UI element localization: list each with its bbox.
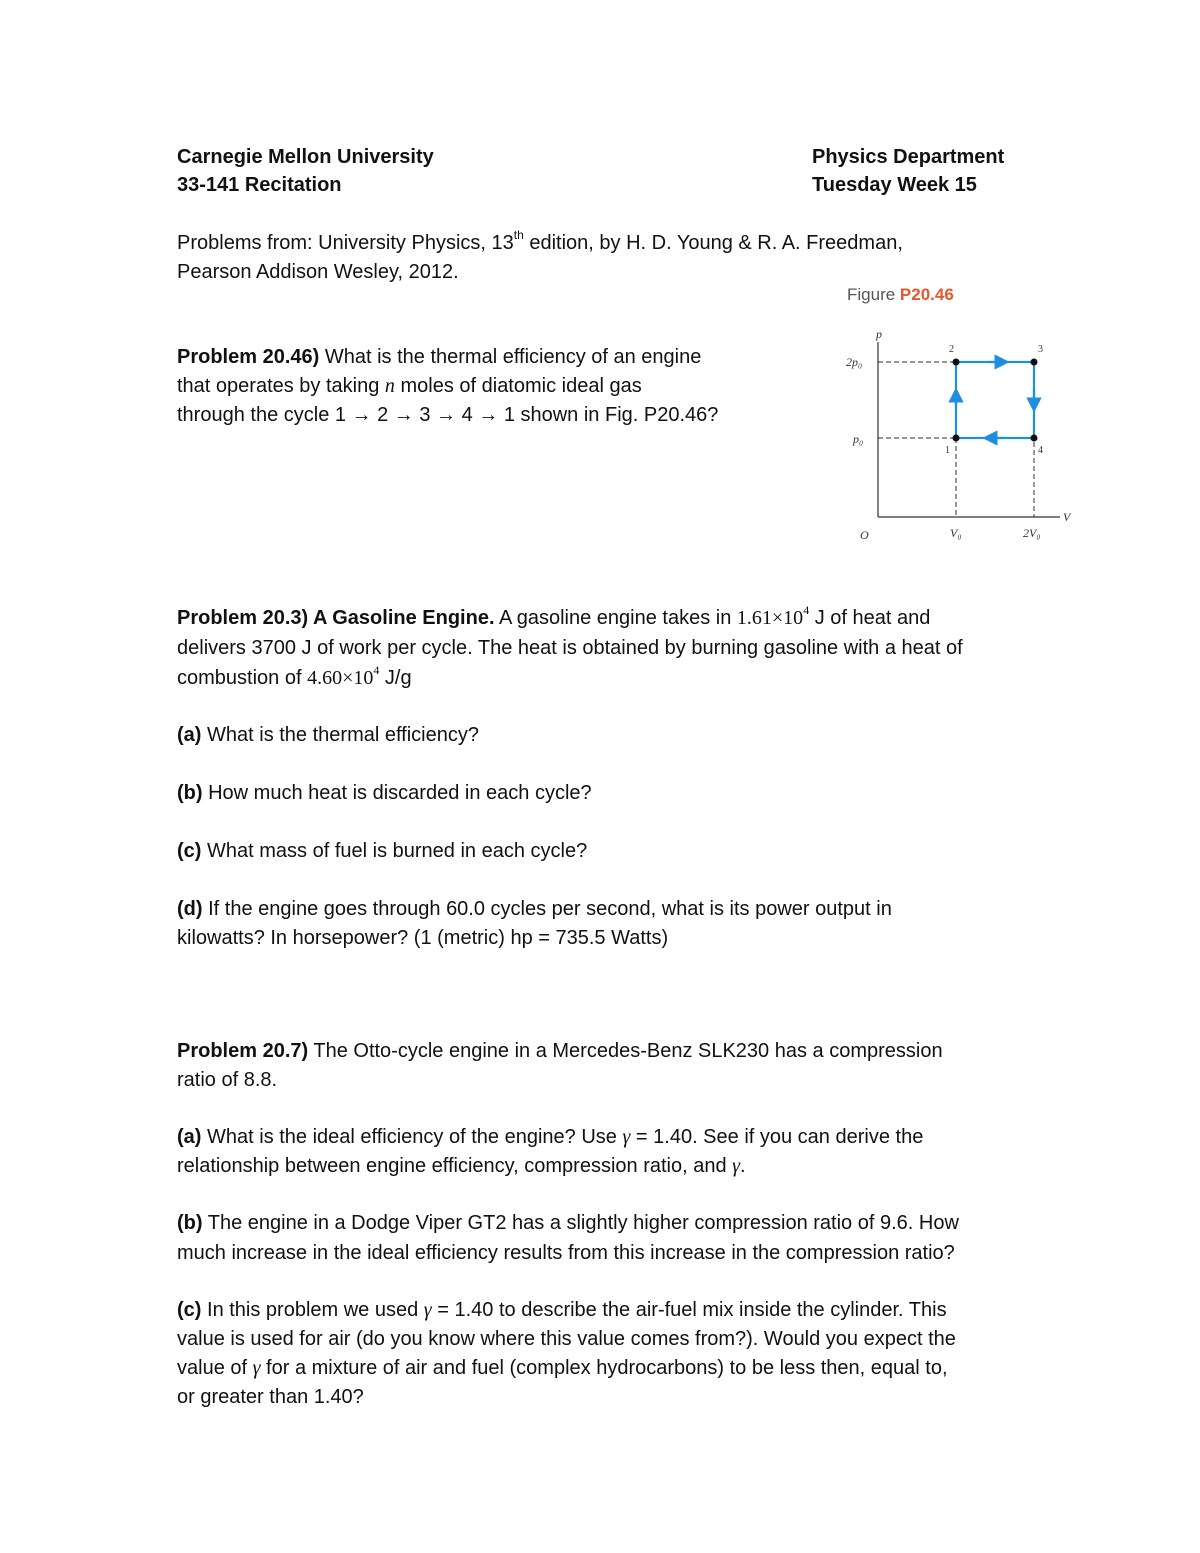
problem-20-3-line-2: delivers 3700 J of work per cycle. The heat is obtained by burning gasoline with a heat of (177, 637, 963, 659)
university-name: Carnegie Mellon University (177, 146, 434, 168)
point-2-label: 2 (949, 344, 954, 355)
point-4-label: 4 (1038, 445, 1043, 456)
department-name: Physics Department (812, 146, 1005, 168)
problem-20-3-part-b: (b) How much heat is discarded in each cycle? (177, 782, 592, 804)
point-3-label: 3 (1038, 344, 1043, 355)
problem-20-7-part-c-line-2: value is used for air (do you know where this value comes from?). Would you expect the (177, 1328, 956, 1350)
problem-20-7-part-a-line-2: relationship between engine efficiency, compression ratio, and γ. (177, 1155, 746, 1177)
origin-label: O (860, 528, 869, 542)
problem-20-7-part-b-line-1: (b) The engine in a Dodge Viper GT2 has a slightly higher compression ratio of 9.6. How (177, 1212, 959, 1234)
point-1 (953, 435, 960, 442)
p-axis-label: p (876, 327, 882, 341)
problem-20-7-part-c-line-1: (c) In this problem we used γ = 1.40 to describe the air-fuel mix inside the cylinder. This (177, 1299, 947, 1321)
problem-20-7-line-1: Problem 20.7) The Otto-cycle engine in a Mercedes-Benz SLK230 has a compression (177, 1040, 943, 1062)
label-v0: V₀ (950, 526, 962, 540)
source-line-2: Pearson Addison Wesley, 2012. (177, 261, 459, 283)
problem-20-7-part-a-line-1: (a) What is the ideal efficiency of the engine? Use γ = 1.40. See if you can derive the (177, 1126, 924, 1148)
point-2 (953, 359, 960, 366)
week-label: Tuesday Week 15 (812, 174, 977, 196)
figure-caption: Figure P20.46 (847, 285, 954, 304)
problem-20-3-part-d-line-1: (d) If the engine goes through 60.0 cycles per second, what is its power output in (177, 898, 892, 920)
label-p0: p₀ (853, 432, 864, 446)
problem-20-3-line-1: Problem 20.3) A Gasoline Engine. A gasoline engine takes in $1.61\times 10^4$ J of heat and (177, 603, 931, 629)
problem-20-7-part-c-line-3: value of γ for a mixture of air and fuel (complex hydrocarbons) to be less then, equal to, (177, 1357, 948, 1379)
problem-20-7-line-2: ratio of 8.8. (177, 1069, 278, 1091)
label-2p0: 2p₀ (846, 355, 863, 369)
problem-20-3-part-c: (c) What mass of fuel is burned in each cycle? (177, 840, 588, 862)
problem-20-3-line-3: combustion of $4.60\times 10^4$ J/g (177, 663, 412, 689)
point-4 (1031, 435, 1038, 442)
problem-20-46-line-1: Problem 20.46) What is the thermal efficiency of an engine (177, 346, 702, 368)
problem-20-46-line-3: through the cycle 1 → 2 → 3 → 4 → 1 shown in Fig. P20.46? (177, 404, 719, 426)
point-1-label: 1 (945, 445, 950, 456)
v-axis-label: V (1063, 510, 1071, 524)
pv-diagram (838, 325, 1078, 550)
point-3 (1031, 359, 1038, 366)
problem-20-7-part-c-line-4: or greater than 1.40? (177, 1386, 364, 1408)
course-number: 33-141 Recitation (177, 174, 342, 196)
problem-20-46-line-2: that operates by taking n moles of diatomic ideal gas (177, 375, 642, 397)
source-line-1: Problems from: University Physics, 13th edition, by H. D. Young & R. A. Freedman, (177, 228, 903, 254)
problem-20-7-part-b-line-2: much increase in the ideal efficiency results from this increase in the compression ratio? (177, 1242, 955, 1264)
problem-20-3-part-d-line-2: kilowatts? In horsepower? (1 (metric) hp = 735.5 Watts) (177, 927, 669, 949)
cycle-path (956, 362, 1034, 438)
problem-20-3-part-a: (a) What is the thermal efficiency? (177, 724, 479, 746)
label-2v0: 2V₀ (1023, 526, 1041, 540)
